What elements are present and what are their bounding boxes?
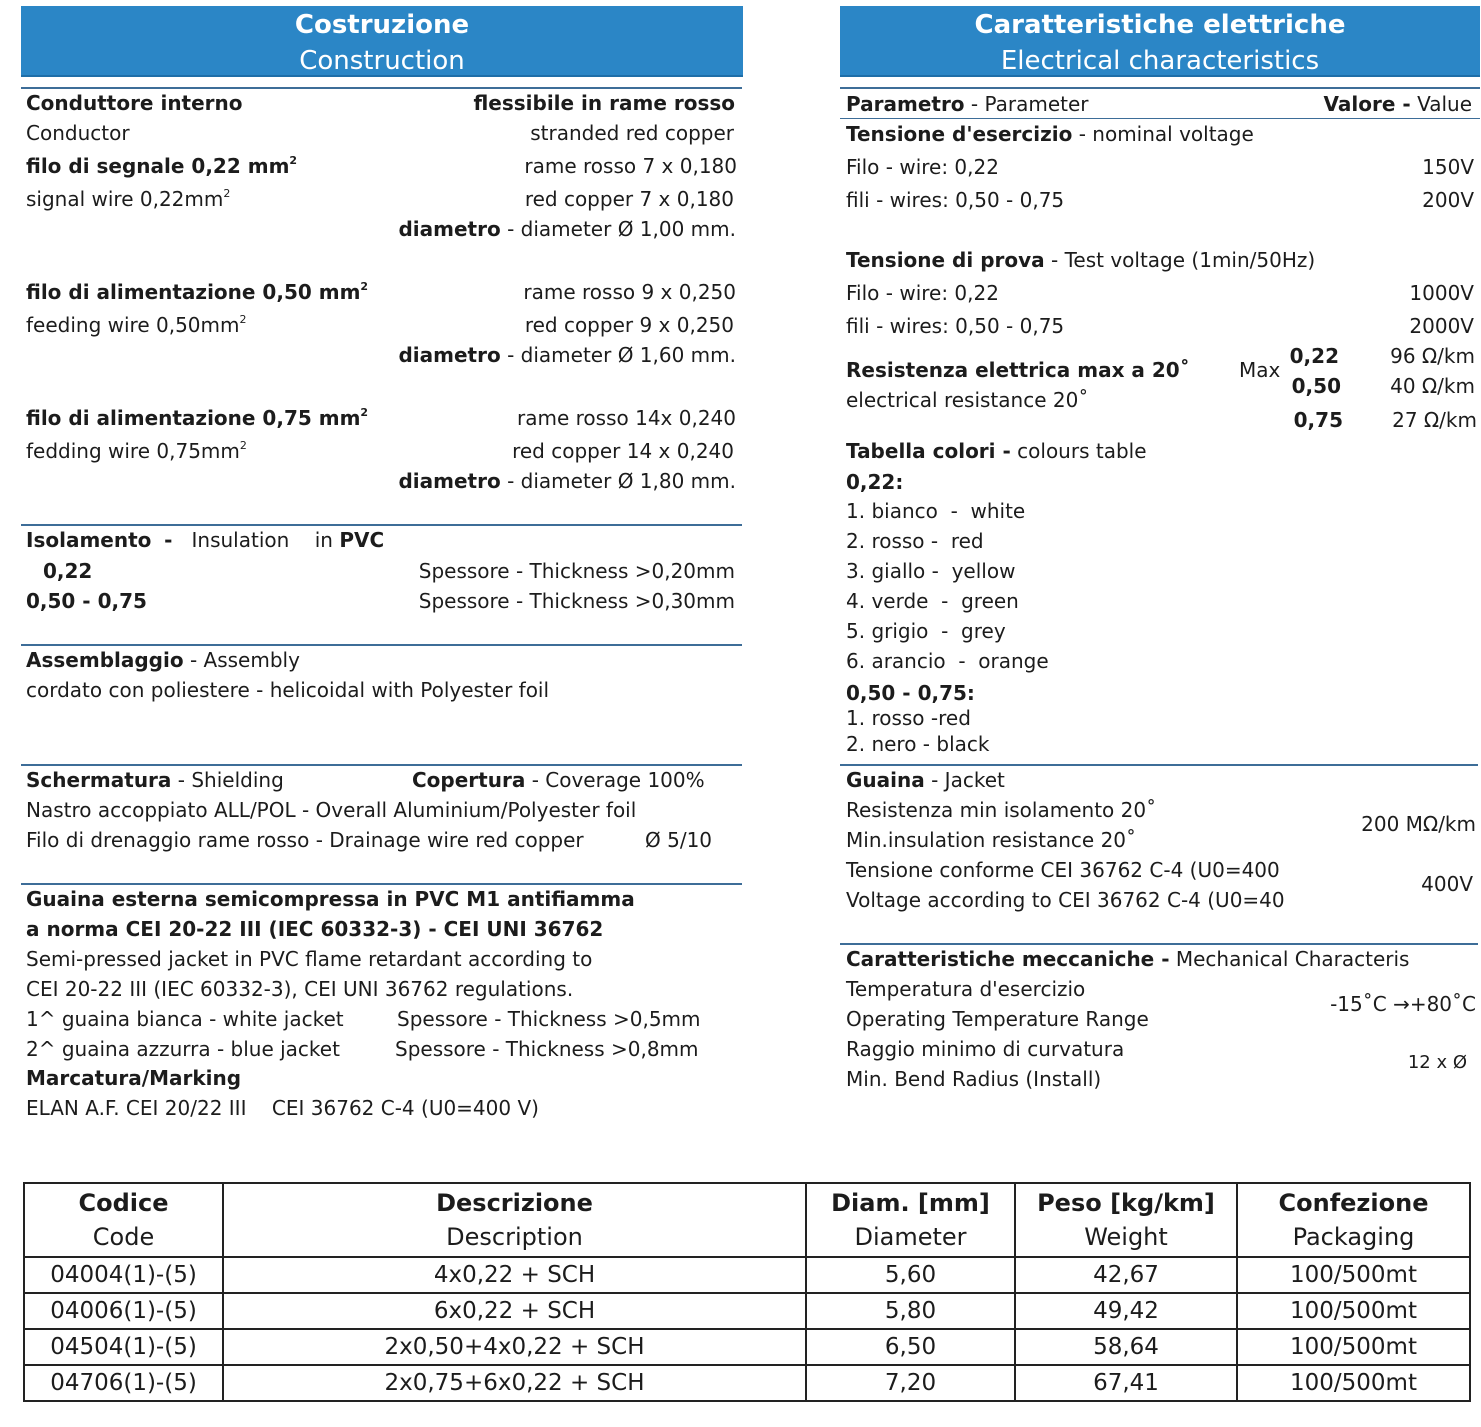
resistance-label-en: electrical resistance 20˚ xyxy=(846,388,1089,412)
electrical-title-it: Caratteristiche elettriche xyxy=(974,10,1346,40)
cell-diameter: 5,60 xyxy=(806,1257,1015,1293)
marking-text: ELAN A.F. CEI 20/22 III CEI 36762 C-4 (U0=400 V) xyxy=(26,1096,539,1120)
signal-wire-label-en: signal wire $0,22mm^2$ xyxy=(26,187,231,211)
colour-item: 6. arancio - orange xyxy=(846,649,1049,673)
cell-description: 2x0,50+4x0,22 + SCH xyxy=(223,1329,806,1365)
feed-075-spec-it: rame rosso 14x 0,240 xyxy=(517,406,736,430)
shielding-coverage: Copertura - Coverage 100% xyxy=(412,768,705,792)
nominal-row-2-value: 200V xyxy=(1422,188,1474,212)
header-description: Descrizione Description xyxy=(223,1183,806,1257)
cell-packaging: 100/500mt xyxy=(1237,1329,1470,1365)
cell-diameter: 7,20 xyxy=(806,1365,1015,1401)
cell-code: 04504(1)-(5) xyxy=(24,1329,223,1365)
resistance-label-it: Resistenza elettrica max a 20˚ xyxy=(846,358,1190,382)
cell-code: 04004(1)-(5) xyxy=(24,1257,223,1293)
cell-weight: 49,42 xyxy=(1015,1293,1237,1329)
shielding-line-1: Nastro accoppiato ALL/POL - Overall Aluminium/Polyester foil xyxy=(26,798,637,822)
cell-weight: 58,64 xyxy=(1015,1329,1237,1365)
construction-title-en: Construction xyxy=(299,46,465,76)
resistance-value-1: 96 Ω/km xyxy=(1390,344,1475,368)
conductor-label-en: Conductor xyxy=(26,121,130,145)
bend-radius-value: 12 x Ø xyxy=(1407,1052,1467,1073)
nominal-row-2: fili - wires: 0,50 - 0,75 xyxy=(846,188,1065,212)
header-weight: Peso [kg/km] Weight xyxy=(1015,1183,1237,1257)
resistance-size-2: 0,50 xyxy=(1291,374,1341,398)
colour-item: 2. nero - black xyxy=(846,732,990,756)
feed-075-spec-en: red copper 14 x 0,240 xyxy=(512,439,734,463)
signal-wire-diameter: diametro - diameter Ø 1,00 mm. xyxy=(398,217,736,241)
cell-weight: 42,67 xyxy=(1015,1257,1237,1293)
product-table xyxy=(23,1182,1471,1402)
signal-wire-label-it: filo di segnale 0,22 $mm^2$ xyxy=(26,154,298,178)
nominal-voltage-heading: Tensione d'esercizio - nominal voltage xyxy=(846,122,1254,146)
test-row-1-value: 1000V xyxy=(1409,281,1474,305)
header-packaging: Confezione Packaging xyxy=(1237,1183,1470,1257)
electrical-title-en: Electrical characteristics xyxy=(1000,46,1320,76)
cell-packaging: 100/500mt xyxy=(1237,1257,1470,1293)
colours-heading: Tabella colori - colours table xyxy=(846,439,1147,463)
insulation-resistance-it: Resistenza min isolamento 20˚ xyxy=(846,798,1157,822)
parameter-header: Parametro - Parameter xyxy=(846,92,1089,116)
conductor-type-en: stranded red copper xyxy=(530,121,734,145)
feed-075-label-it: filo di alimentazione 0,75 $mm^2$ xyxy=(26,406,369,430)
electrical-banner xyxy=(840,6,1480,75)
cell-weight: 67,41 xyxy=(1015,1365,1237,1401)
jacket-voltage-en: Voltage according to CEI 36762 C-4 (U0=40 xyxy=(846,888,1285,912)
colours-group-2: 0,50 - 0,75: xyxy=(846,681,975,705)
temperature-value: -15˚C →+80˚C xyxy=(1330,992,1476,1016)
feed-075-label-en: fedding wire $0,75mm^2$ xyxy=(26,439,247,463)
cell-packaging: 100/500mt xyxy=(1237,1365,1470,1401)
cell-description: 6x0,22 + SCH xyxy=(223,1293,806,1329)
cell-code: 04706(1)-(5) xyxy=(24,1365,223,1401)
insulation-thickness-1: Spessore - Thickness >0,20mm xyxy=(418,559,735,583)
shielding-line-2: Filo di drenaggio rame rosso - Drainage wire red copper xyxy=(26,828,584,852)
test-row-2: fili - wires: 0,50 - 0,75 xyxy=(846,314,1065,338)
test-row-2-value: 2000V xyxy=(1409,314,1474,338)
insulation-resistance-en: Min.insulation resistance 20˚ xyxy=(846,828,1137,852)
resistance-value-2: 40 Ω/km xyxy=(1390,374,1475,398)
table-row xyxy=(24,1365,1470,1401)
assembly-heading: Assemblaggio - Assembly xyxy=(26,648,300,672)
divider xyxy=(21,524,742,526)
insulation-size-1: 0,22 xyxy=(43,559,93,583)
feed-050-label-it: filo di alimentazione 0,50 $mm^2$ xyxy=(26,280,369,304)
divider xyxy=(21,87,742,89)
conductor-label-it: Conduttore interno xyxy=(26,91,243,115)
mechanical-heading: Caratteristiche meccaniche - Mechanical Characteris xyxy=(846,947,1410,971)
nominal-row-1-value: 150V xyxy=(1422,155,1474,179)
colour-item: 1. bianco - white xyxy=(846,499,1026,523)
jacket-2-label: 2^ guaina azzurra - blue jacket xyxy=(26,1037,340,1061)
cell-description: 2x0,75+6x0,22 + SCH xyxy=(223,1365,806,1401)
outer-jacket-desc-2: CEI 20-22 III (IEC 60332-3), CEI UNI 36762 regulations. xyxy=(26,977,574,1001)
divider xyxy=(840,87,1480,89)
divider xyxy=(840,118,1480,119)
colour-item: 2. rosso - red xyxy=(846,529,984,553)
signal-wire-spec-en: red copper 7 x 0,180 xyxy=(524,187,734,211)
colour-item: 1. rosso -red xyxy=(846,706,971,730)
outer-jacket-title-2: a norma CEI 20-22 III (IEC 60332-3) - CEI UNI 36762 xyxy=(26,917,604,941)
divider xyxy=(21,644,742,646)
jacket-heading: Guaina - Jacket xyxy=(846,768,1005,792)
feed-050-spec-en: red copper 9 x 0,250 xyxy=(524,313,734,337)
resistance-max: Max xyxy=(1239,358,1281,382)
conductor-type-it: flessibile in rame rosso xyxy=(473,91,735,115)
test-voltage-heading: Tensione di prova - Test voltage (1min/50Hz) xyxy=(846,248,1316,272)
construction-banner xyxy=(21,6,743,75)
outer-jacket-title-1: Guaina esterna semicompressa in PVC M1 antifiamma xyxy=(26,887,635,911)
cell-description: 4x0,22 + SCH xyxy=(223,1257,806,1293)
insulation-resistance-value: 200 MΩ/km xyxy=(1361,812,1476,836)
bend-radius-en: Min. Bend Radius (Install) xyxy=(846,1067,1102,1091)
insulation-thickness-2: Spessore - Thickness >0,30mm xyxy=(418,589,735,613)
colours-group-1: 0,22: xyxy=(846,470,904,494)
bend-radius-it: Raggio minimo di curvatura xyxy=(846,1037,1125,1061)
drain-wire-size: Ø 5/10 xyxy=(645,828,713,852)
marking-label: Marcatura/Marking xyxy=(26,1066,242,1090)
divider xyxy=(21,764,742,766)
value-header: Valore - Value xyxy=(1323,92,1472,116)
construction-title-it: Costruzione xyxy=(294,10,470,40)
insulation-size-2: 0,50 - 0,75 xyxy=(26,589,147,613)
colour-item: 4. verde - green xyxy=(846,589,1019,613)
resistance-value-3: 27 Ω/km xyxy=(1392,408,1477,432)
resistance-size-1: 0,22 xyxy=(1289,344,1339,368)
jacket-voltage-value: 400V xyxy=(1421,872,1473,896)
temperature-en: Operating Temperature Range xyxy=(846,1007,1149,1031)
temperature-it: Temperatura d'esercizio xyxy=(846,977,1086,1001)
table-header-row xyxy=(24,1183,1470,1257)
cell-diameter: 5,80 xyxy=(806,1293,1015,1329)
assembly-text: cordato con poliestere - helicoidal with Polyester foil xyxy=(26,678,550,702)
header-diameter: Diam. [mm] Diameter xyxy=(806,1183,1015,1257)
jacket-1-label: 1^ guaina bianca - white jacket xyxy=(26,1007,344,1031)
feed-075-diameter: diametro - diameter Ø 1,80 mm. xyxy=(398,469,736,493)
shielding-heading: Schermatura - Shielding xyxy=(26,768,284,792)
test-row-1: Filo - wire: 0,22 xyxy=(846,281,999,305)
table-row xyxy=(24,1257,1470,1293)
feed-050-spec-it: rame rosso 9 x 0,250 xyxy=(523,280,736,304)
jacket-voltage-it: Tensione conforme CEI 36762 C-4 (U0=400 xyxy=(846,858,1280,882)
nominal-row-1: Filo - wire: 0,22 xyxy=(846,155,999,179)
feed-050-label-en: feeding wire $0,50mm^2$ xyxy=(26,313,247,337)
colour-item: 3. giallo - yellow xyxy=(846,559,1016,583)
cell-packaging: 100/500mt xyxy=(1237,1293,1470,1329)
colour-item: 5. grigio - grey xyxy=(846,619,1006,643)
cell-code: 04006(1)-(5) xyxy=(24,1293,223,1329)
divider xyxy=(840,943,1478,945)
insulation-heading: Isolamento - Insulation in PVC xyxy=(26,528,385,552)
outer-jacket-desc-1: Semi-pressed jacket in PVC flame retardant according to xyxy=(26,947,593,971)
table-row xyxy=(24,1329,1470,1365)
feed-050-diameter: diametro - diameter Ø 1,60 mm. xyxy=(398,343,736,367)
signal-wire-spec-it: rame rosso 7 x 0,180 xyxy=(524,154,737,178)
jacket-1-thickness: Spessore - Thickness >0,5mm xyxy=(397,1007,701,1031)
resistance-size-3: 0,75 xyxy=(1293,408,1343,432)
divider xyxy=(840,764,1478,766)
cell-diameter: 6,50 xyxy=(806,1329,1015,1365)
table-row xyxy=(24,1293,1470,1329)
header-code: Codice Code xyxy=(24,1183,223,1257)
divider xyxy=(21,883,742,885)
jacket-2-thickness: Spessore - Thickness >0,8mm xyxy=(395,1037,699,1061)
